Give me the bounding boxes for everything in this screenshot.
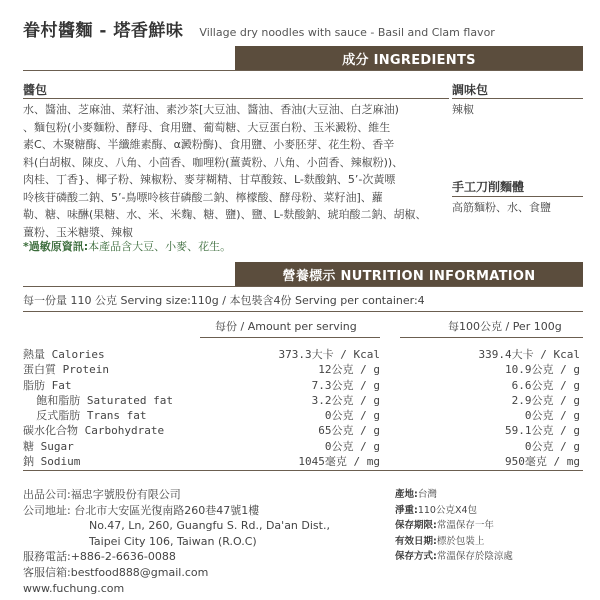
nutrition-bar: 營養標示 NUTRITION INFORMATION [235,262,583,287]
per-serving-value: 12公克 / g [318,363,380,377]
nutrient-label: 脂肪 Fat [23,378,72,392]
expiry-row: 有效日期:標於包裝上 [395,535,485,547]
per-100g-value: 2.9公克 / g [511,393,580,407]
nutrient-label: 飽和脂肪 Saturated fat [23,393,173,407]
per-serving-header: 每份 / Amount per serving [215,320,357,333]
company-address-zh: 公司地址: 台北市大安區光復南路260巷47號1樓 [23,503,260,517]
per-100g-header: 每100公克 / Per 100g [448,320,562,333]
per-100g-value: 950毫克 / mg [505,455,580,469]
sauce-line: 薑粉、玉米糖漿、辣椒 [23,225,133,239]
per-serving-value: 65公克 / g [318,424,380,438]
per-100g-rule [400,337,583,338]
storage-row: 保存方式:常溫保存於陰涼處 [395,551,513,563]
nutrient-label: 熱量 Calories [23,348,105,361]
nutrition-rule-bottom [23,470,583,471]
sauce-line: 勒、糖、味醂(果糖、水、米、米麴、糖、鹽)、鹽、L-麩酸鈉、琥珀酸二鈉、胡椒、 [23,208,427,221]
per-serving-values [200,347,380,469]
per-serving-value: 0公克 / g [324,409,380,423]
sauce-line: 水、醬油、芝麻油、菜籽油、素沙茶[大豆油、醬油、香油(大豆油、白芝麻油) [23,103,399,116]
per-100g-values [400,347,580,469]
company-name: 出品公司:福忠字號股份有限公司 [23,488,181,501]
per-100g-value: 59.1公克 / g [505,424,580,438]
product-info [395,487,513,565]
per-100g-value: 0公克 / g [524,409,580,423]
ingredients-bar: 成分 INGREDIENTS [235,46,583,71]
per-serving-value: 7.3公克 / g [311,378,380,392]
nutrient-label: 鈉 Sodium [23,455,81,469]
serving-size: 每一份量 110 公克 Serving size:110g / 本包裝含4份 Serving per container:4 [23,294,425,307]
company-website: www.fuchung.com [23,581,125,595]
noodle-ingredients: 高筋麵粉、水、食鹽 [452,201,551,214]
sauce-line: 料(白胡椒、陳皮、八角、小茴香、咖哩粉(薑黃粉、八角、小茴香、辣椒粉))、 [23,155,404,169]
ingredients-rule [23,70,583,71]
sauce-line: 素C、木聚糖酶、半纖維素酶、α澱粉酶)、食用鹽、小麥胚芽、花生粉、香辛 [23,138,395,151]
seasoning-ingredients: 辣椒 [452,103,474,116]
allergen-text: 本產品含大豆、小麥、花生。 [88,240,232,253]
sauce-ingredients [23,101,443,241]
seasoning-pack-title: 調味包 [452,83,489,97]
seasoning-divider [452,98,583,99]
noodle-title: 手工刀削麵體 [452,180,525,194]
per-serving-rule [200,337,380,338]
per-100g-value: 6.6公克 / g [511,378,580,392]
allergen-info [23,238,231,254]
sauce-divider [23,98,449,99]
sauce-line: 肉桂、丁香}、椰子粉、辣椒粉、麥芽糊精、甘草酸銨、L-麩酸鈉、5’-次黃嘌 [23,173,396,186]
per-100g-value: 339.4大卡 / Kcal [478,348,580,361]
company-info [23,487,330,596]
origin-row: 產地:台灣 [395,489,437,500]
sauce-line: 、麵包粉(小麥麵粉、酵母、食用鹽、葡萄糖、大豆蛋白粉、玉米澱粉、維生 [23,120,391,134]
company-email: 客服信箱:bestfood888@gmail.com [23,565,209,579]
noodle-divider [452,196,583,197]
per-serving-value: 1045毫克 / mg [298,455,380,469]
serving-rule [23,311,583,312]
product-title-zh: 眷村醬麵 - 塔香鮮味 [23,21,184,41]
nutrient-label: 蛋白質 Protein [23,363,109,377]
nutrient-labels [23,347,223,469]
allergen-label: *過敏原資訊: [23,240,89,253]
per-serving-value: 0公克 / g [324,439,380,453]
product-header [23,16,583,40]
product-title-en: Village dry noodles with sauce - Basil and Clam flavor [199,26,495,39]
sauce-pack-title: 醬包 [23,83,48,97]
company-address-en-2: Taipei City 106, Taiwan (R.O.C) [89,534,257,548]
company-address-en-1: No.47, Ln, 260, Guangfu S. Rd., Da'an Dist., [89,519,330,533]
nutrient-label: 糖 Sugar [23,439,74,453]
per-100g-value: 10.9公克 / g [505,363,580,377]
nutrient-label: 反式脂肪 Trans fat [23,409,147,423]
nutrition-rule-top [23,286,583,287]
per-100g-value: 0公克 / g [524,439,580,453]
shelf-life-row: 保存期限:常溫保存一年 [395,520,494,532]
net-weight-row: 淨重:110公克X4包 [395,504,477,516]
company-phone: 服務電話:+886-2-6636-0088 [23,550,176,564]
per-serving-value: 373.3大卡 / Kcal [278,348,380,361]
per-serving-value: 3.2公克 / g [311,393,380,407]
sauce-line: 呤核苷磷酸二鈉、5’-鳥嘌呤核苷磷酸二鈉、檸檬酸、酵母粉、菜籽油]、蘿 [23,190,383,204]
nutrient-label: 碳水化合物 Carbohydrate [23,424,165,438]
